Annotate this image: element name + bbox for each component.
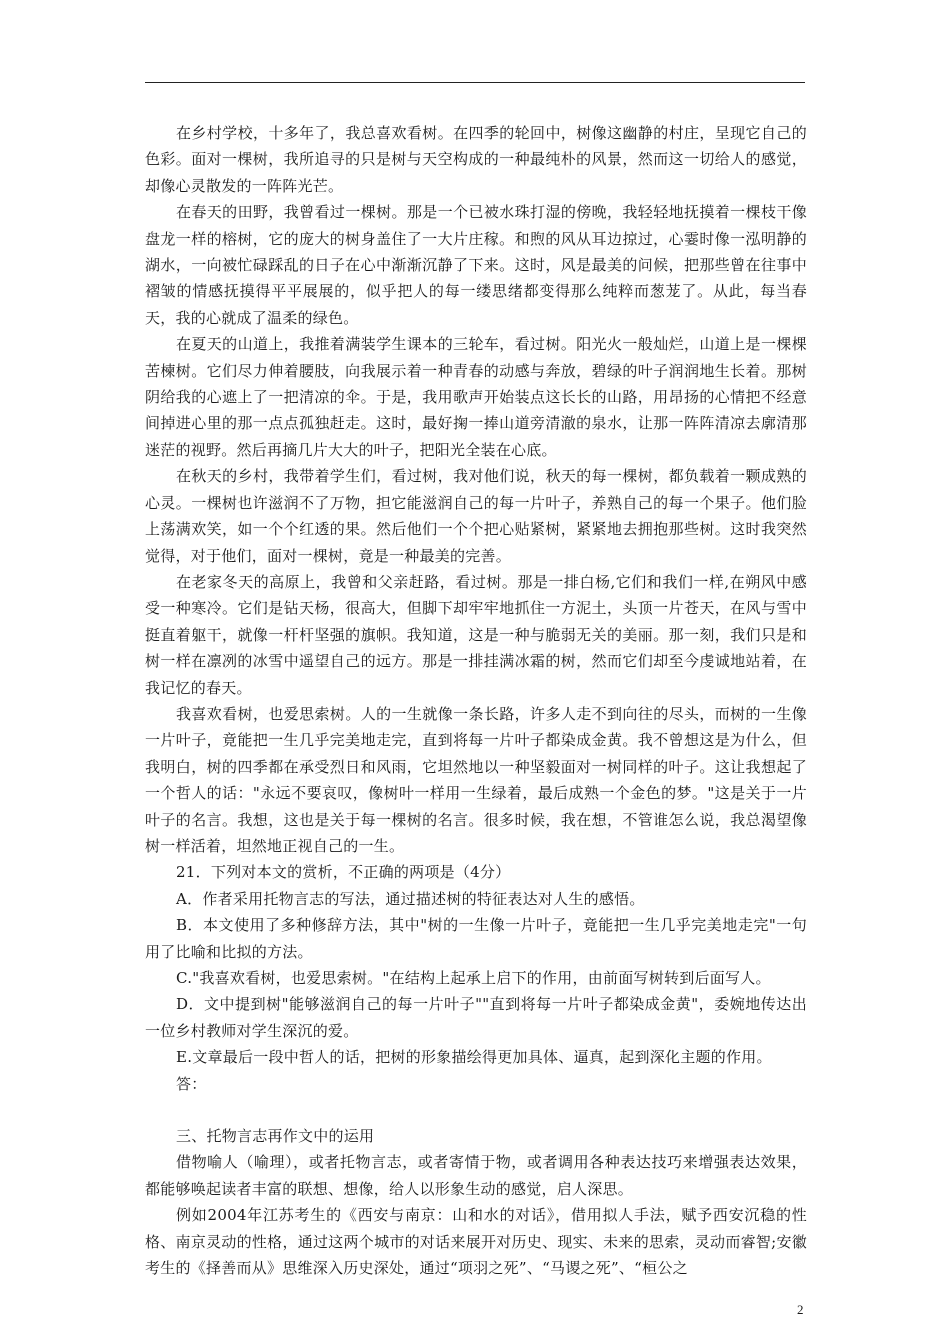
- option-e: E.文章最后一段中哲人的话，把树的形象描绘得更加具体、逼真，起到深化主题的作用。: [176, 1048, 772, 1067]
- essay-paragraph-4: 在秋天的乡村，我带着学生们，看过树，我对他们说，秋天的每一棵树，都负载着一颗成熟的心灵。一棵树也许滋润不了万物，担它能滋润自己的每一片叶子，养熟自己的每一个果子。他们脸上荡满欢笑，如一个个红透的果。然后他们一个个把心贴紧树，紧紧地去拥抱那些树。这时我突然觉得，对于他们，面对一棵树，竟是一种最美的完善。: [145, 467, 807, 565]
- section-heading: 三、托物言志再作文中的运用: [176, 1127, 375, 1146]
- document-body: [145, 120, 807, 1281]
- essay-paragraph-5: 在老家冬天的高原上，我曾和父亲赶路，看过树。那是一排白杨,它们和我们一样,在朔风中感受一种寒冷。它们是钻天杨，很高大，但脚下却牢牢地抓住一方泥土，头顶一片苍天，在风与雪中挺直着躯干，就像一杆杆坚强的旗帜。我知道，这是一种与脆弱无关的美丽。那一刻，我们只是和树一样在凛冽的冰雪中遥望自己的远方。那是一排挂满冰霜的树，然而它们却至今虔诚地站着，在我记忆的春天。: [145, 572, 807, 697]
- essay-paragraph-6: 我喜欢看树，也爱思索树。人的一生就像一条长路，许多人走不到向往的尽头，而树的一生像一片叶子，竟能把一生几乎完美地走完，直到将每一片叶子都染成金黄。我不曾想这是为什么，但我明白，树的四季都在承受烈日和风雨，它坦然地以一种坚毅面对一树同样的叶子。这让我想起了一个哲人的话："永远不要哀叹，像树叶一样用一生绿着，最后成熟一个金色的梦。"这是关于一片叶子的名言。我想，这也是关于每一棵树的名言。很多时候，我在想，不管谁怎么说，我总渴望像树一样活着，坦然地正视自己的一生。: [145, 704, 807, 855]
- essay-paragraph-2: 在春天的田野，我曾看过一棵树。那是一个已被水珠打湿的傍晚，我轻轻地抚摸着一棵枝干像盘龙一样的榕树，它的庞大的树身盖住了一大片庄稼。和煦的风从耳边掠过，心霎时像一泓明静的湖水，一向被忙碌踩乱的日子在心中渐渐沉静了下来。这时，风是最美的问候，把那些曾在往事中褶皱的情感抚摸得平平展展的，似乎把人的每一缕思绪都变得那么纯粹而葱茏了。从此，每当春天，我的心就成了温柔的绿色。: [145, 203, 807, 327]
- essay-paragraph-3: 在夏天的山道上，我推着满装学生课本的三轮车，看过树。阳光火一般灿烂，山道上是一棵棵苦楝树。它们尽力伸着腰肢，向我展示着一种青春的动感与奔放，碧绿的叶子润润地生长着。那树阴给我的心遮上了一把清凉的伞。于是，我用歌声开始装点这长长的山路，用昂扬的心情把不经意间掉进心里的那一点点孤独赶走。这时，最好掬一捧山道旁清澈的泉水，让那一阵阵清凉去廓清那迷茫的视野。然后再摘几片大大的叶子，把阳光全装在心底。: [145, 335, 807, 459]
- option-b: B．本文使用了多种修辞方法，其中"树的一生像一片叶子，竟能把一生几乎完美地走完"一句用了比喻和比拟的方法。: [145, 916, 807, 961]
- option-a: A．作者采用托物言志的写法，通过描述树的特征表达对人生的感悟。: [176, 889, 645, 908]
- option-d: D．文中提到树"能够滋润自己的每一片叶子""直到将每一片叶子都染成金黄"，委婉地传达出一位乡村教师对学生深沉的爱。: [145, 995, 807, 1040]
- header-rule: [145, 82, 805, 83]
- question-stem: 21．下列对本文的赏析，不正确的两项是（4分）: [176, 863, 511, 882]
- section-paragraph-2: 例如2004年江苏考生的《西安与南京：山和水的对话》，借用拟人手法，赋予西安沉稳的性格、南京灵动的性格，通过这两个城市的对话来展开对历史、现实、未来的思索，灵动而睿智;安徽考生的《择善而从》思维深入历史深处，通过“项羽之死”、“马谡之死”、“桓公之: [145, 1206, 807, 1278]
- answer-label: 答：: [176, 1074, 207, 1093]
- option-c: C."我喜欢看树，也爱思索树。"在结构上起承上启下的作用，由前面写树转到后面写人。: [176, 969, 771, 987]
- section-paragraph-1: 借物喻人（喻理），或者托物言志，或者寄情于物，或者调用各种表达技巧来增强表达效果，都能够唤起读者丰富的联想、想像，给人以形象生动的感觉，启人深思。: [145, 1153, 807, 1198]
- essay-paragraph-1: 在乡村学校，十多年了，我总喜欢看树。在四季的轮回中，树像这幽静的村庄，呈现它自己的色彩。面对一棵树，我所追寻的只是树与天空构成的一种最纯朴的风景，然而这一切给人的感觉，却像心灵散发的一阵阵光芒。: [145, 124, 807, 195]
- page-number: 2: [797, 1302, 804, 1317]
